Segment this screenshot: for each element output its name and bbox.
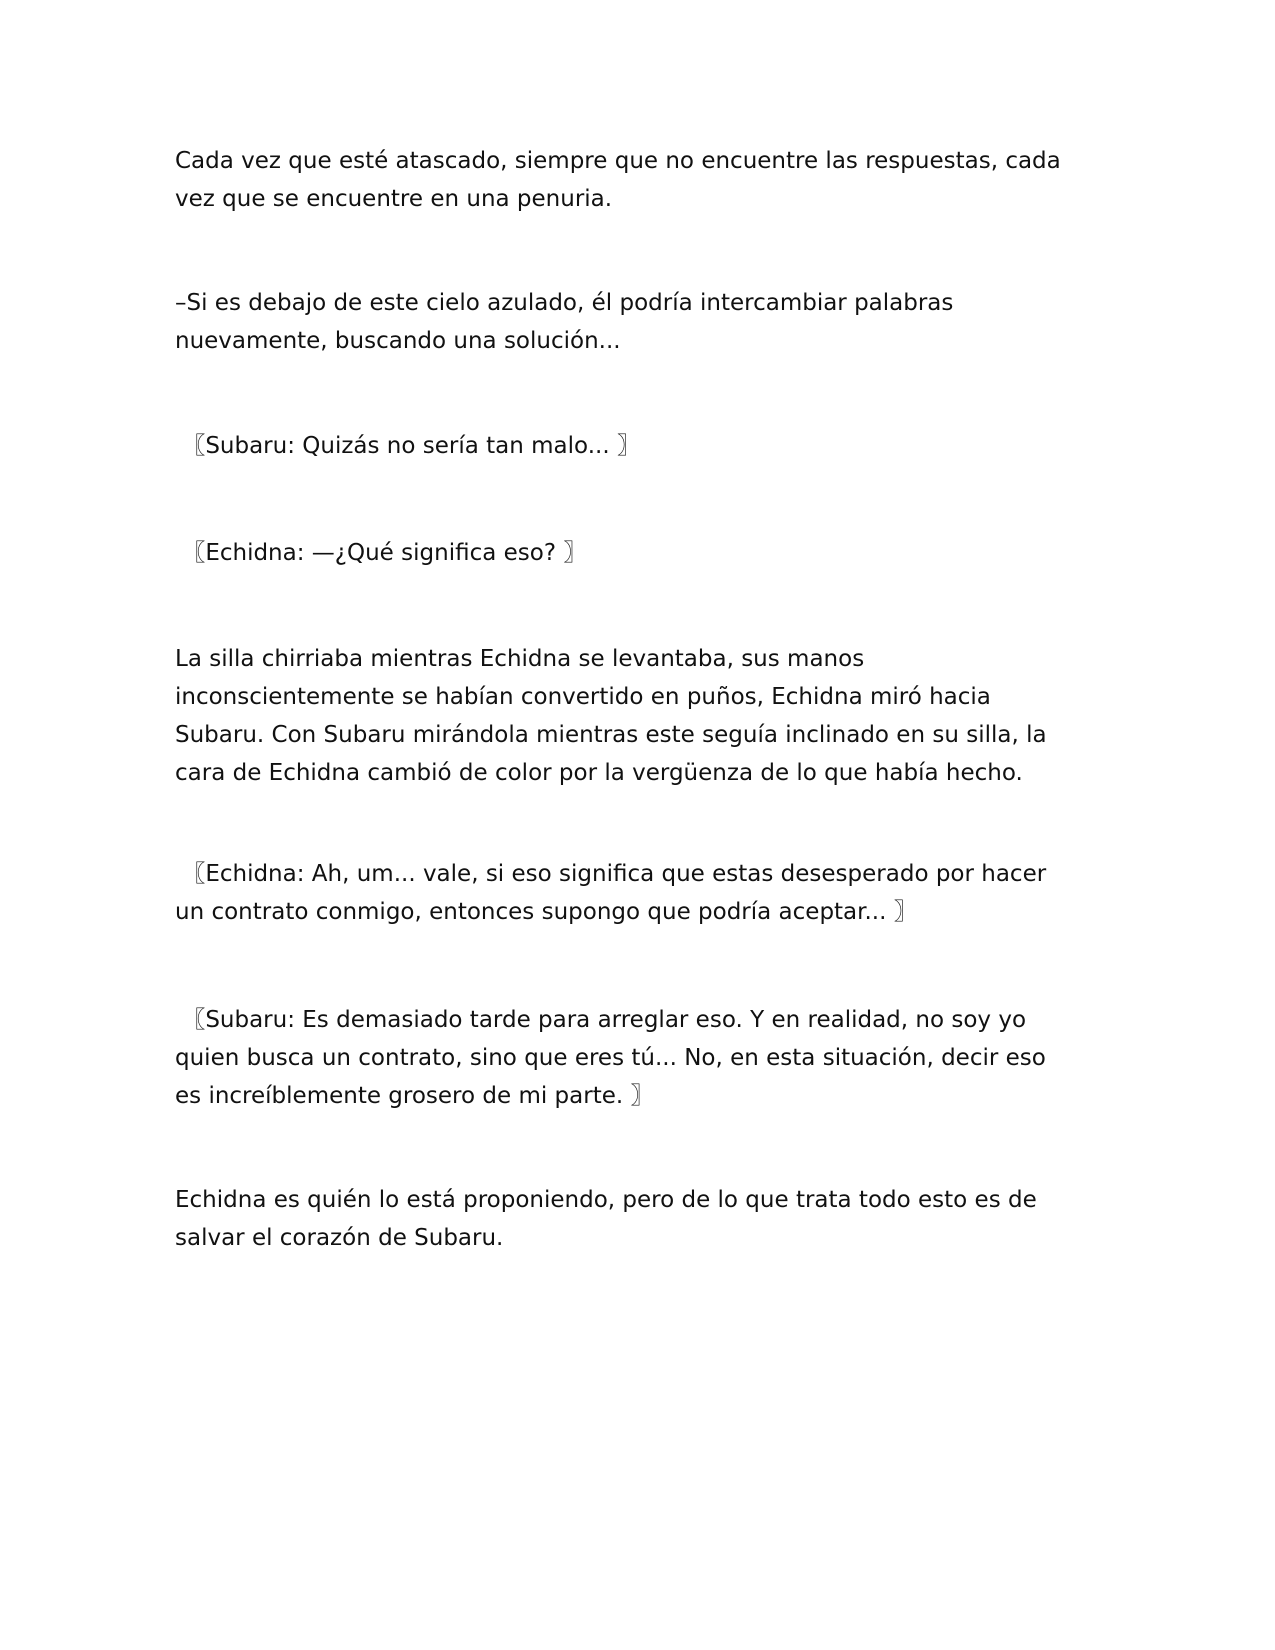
dialogue-echidna-2: 〖Echidna: Ah, um... vale, si eso significa que estas desesperado por hacer un contrato conmigo, entonces supongo que podría aceptar... 〗 [175,861,1047,925]
dialogue-subaru-2: 〖Subaru: Es demasiado tarde para arreglar eso. Y en realidad, no soy yo quien busca un contrato, sino que eres tú... No, en esta situación, decir eso es increíblemente grosero de mi parte. 〗 [175,1007,1046,1109]
dialogue-subaru-1: 〖Subaru: Quizás no sería tan malo... 〗 [175,433,640,459]
paragraph-3: La silla chirriaba mientras Echidna se levantaba, sus manos inconscientemente se habían convertido en puños, Echidna miró hacia Subaru. Con Subaru mirándola mientras este seguía inclinado en su silla, la cara de Echidna cambió de color por la vergüenza de lo que había hecho. [175,646,1047,786]
dialogue-echidna-1: 〖Echidna: —¿Qué significa eso? 〗 [175,540,587,566]
paragraph-1: Cada vez que esté atascado, siempre que no encuentre las respuestas, cada vez que se encuentre en una penuria. [175,148,1061,212]
paragraph-4: Echidna es quién lo está proponiendo, pero de lo que trata todo esto es de salvar el corazón de Subaru. [175,1187,1037,1251]
paragraph-2: –Si es debajo de este cielo azulado, él podría intercambiar palabras nuevamente, buscando una solución... [175,290,954,354]
